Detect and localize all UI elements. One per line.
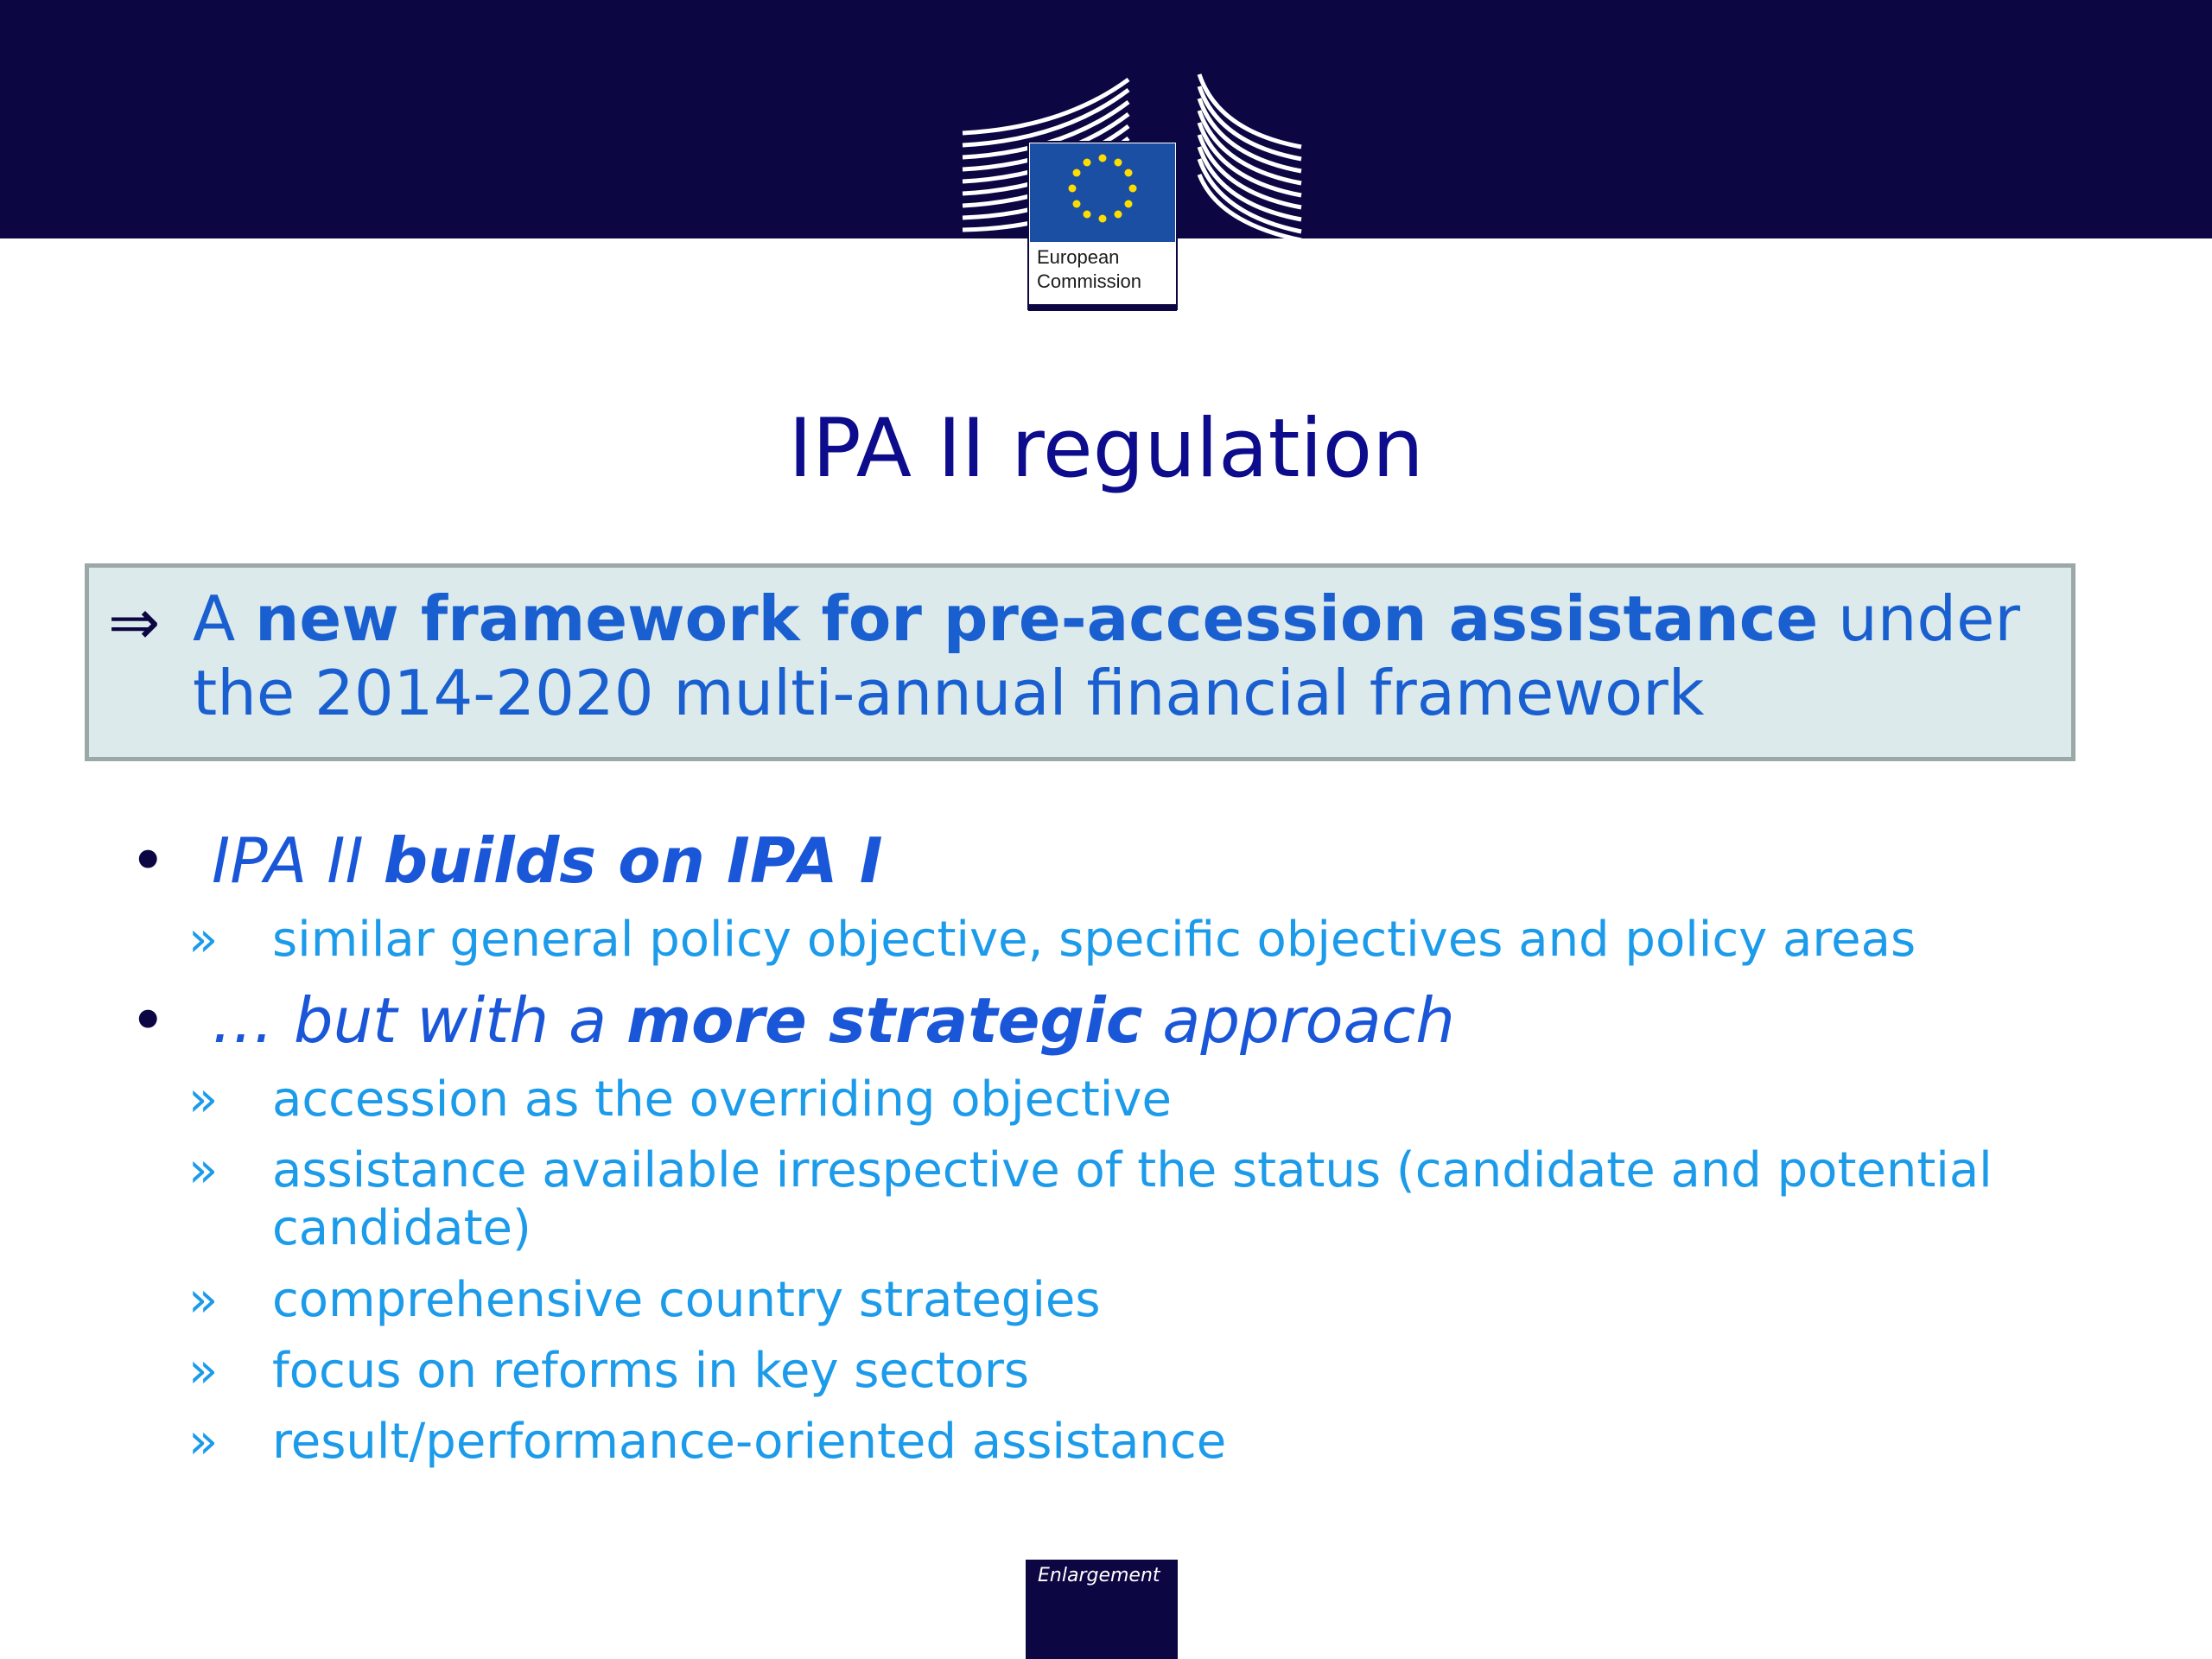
double-chevron-icon: » (188, 1071, 219, 1128)
bullet-pre: IPA II (212, 824, 384, 897)
double-chevron-icon: » (188, 1343, 219, 1399)
bullet-pre: … but with a (212, 984, 626, 1057)
sub-bullet-text: similar general policy objective, specific objectives and policy areas (272, 912, 1916, 968)
bullet-text (212, 822, 883, 899)
sub-bullet-text: accession as the overriding objective (272, 1071, 1172, 1128)
framework-text (193, 582, 2059, 730)
framework-rest: under the 2014-2020 multi-annual financial framework (193, 582, 2020, 729)
logo-text-line2: Commission (1037, 270, 1142, 292)
bullet-dot-icon: • (130, 824, 167, 897)
footer-enlargement-tab (1026, 1560, 1178, 1659)
bullet-bold: more strategic (626, 984, 1143, 1057)
double-chevron-icon: » (188, 1142, 219, 1198)
double-chevron-icon: » (188, 1272, 219, 1328)
bullet-bold: builds on IPA I (383, 824, 883, 897)
european-commission-logo (959, 71, 1305, 313)
framework-lead: A (193, 582, 256, 655)
sub-bullet-text: result/performance-oriented assistance (272, 1414, 1227, 1470)
implies-arrow-icon: ⇒ (108, 586, 161, 658)
framework-callout (85, 563, 2075, 761)
sub-bullet-text: focus on reforms in key sectors (272, 1343, 1030, 1399)
double-chevron-icon: » (188, 1414, 219, 1470)
framework-bold: new framework for pre-accession assistance (255, 582, 1819, 655)
bullet-text (212, 982, 1455, 1059)
footer-label: Enlargement (1038, 1565, 1160, 1586)
sub-bullet-text: comprehensive country strategies (272, 1272, 1101, 1328)
double-chevron-icon: » (188, 912, 219, 968)
building-right-icon (1199, 74, 1301, 242)
logo-text-line1: European (1037, 246, 1120, 268)
bullet-dot-icon: • (130, 984, 167, 1057)
bullet-post: approach (1142, 984, 1455, 1057)
sub-bullet-text: assistance available irrespective of the status (candidate and potential candidate) (272, 1142, 1993, 1256)
slide-title: IPA II regulation (788, 402, 1424, 496)
